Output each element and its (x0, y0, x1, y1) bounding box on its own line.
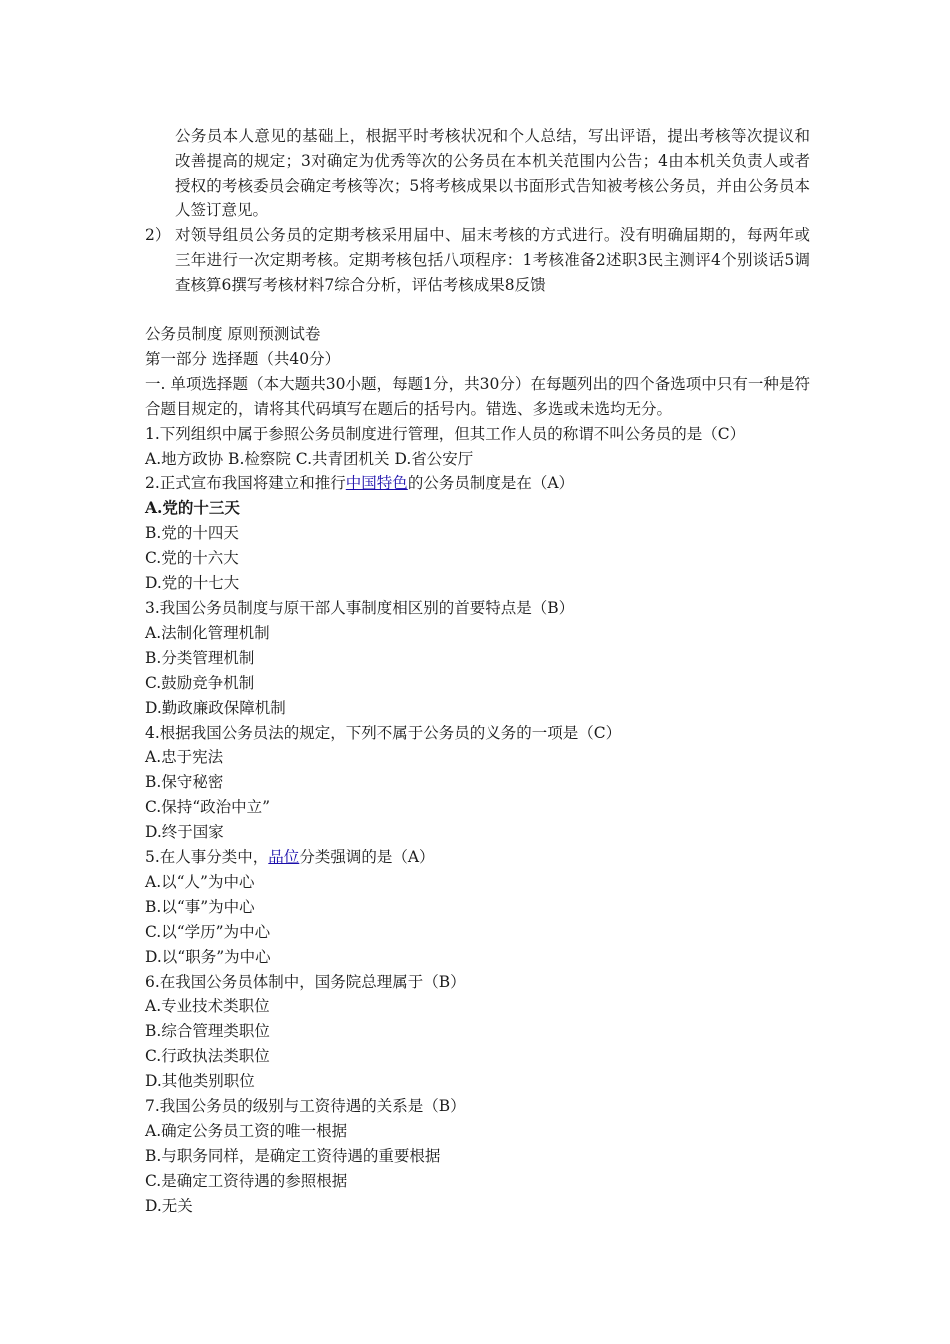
question-2-stem (145, 471, 810, 496)
question-3-option-d: D.勤政廉政保障机制 (145, 698, 286, 717)
question-4-option-b: B.保守秘密 (145, 773, 224, 792)
question-1-options: A.地方政协 B.检察院 C.共青团机关 D.省公安厅 (145, 449, 474, 468)
item-text: 对领导组员公务员的定期考核采用届中、届末考核的方式进行。没有明确届期的，每两年或三年进行一次定期考核。定期考核包括八项程序：1考核准备2述职3民主测评4个别谈话5调查核算6撰写考核材料7综合分析，评估考核成果8反馈 (175, 226, 810, 294)
stem-text: 2.正式宣布我国将建立和推行 (145, 474, 346, 493)
question-4-option-c: C.保持“政治中立” (145, 798, 271, 817)
question-3-option-b: B.分类管理机制 (145, 648, 255, 667)
question-3-stem: 3.我国公务员制度与原干部人事制度相区别的首要特点是（B） (145, 598, 575, 617)
question-7-option-d: D.无关 (145, 1196, 193, 1215)
stem-text: 的公务员制度是在（A） (407, 474, 575, 493)
question-2-option-b: B.党的十四天 (145, 524, 239, 543)
question-4-stem: 4.根据我国公务员法的规定，下列不属于公务员的义务的一项是（C） (145, 723, 622, 742)
question-3-option-a: A.法制化管理机制 (145, 623, 270, 642)
question-7-option-c: C.是确定工资待遇的参照根据 (145, 1171, 348, 1190)
question-7-option-a: A.确定公务员工资的唯一根据 (145, 1122, 348, 1140)
link-zhongguo-tese[interactable]: 中国特色 (345, 474, 408, 493)
link-pinwei[interactable]: 品位 (268, 848, 300, 867)
question-5-option-b: B.以“事”为中心 (145, 897, 255, 916)
question-4-option-a: A.忠于宪法 (145, 748, 224, 767)
item-number: 2） (145, 226, 171, 245)
question-6-option-b: B.综合管理类职位 (145, 1022, 270, 1041)
intro-section (145, 124, 810, 298)
question-6-option-d: D.其他类别职位 (145, 1072, 255, 1091)
question-3-option-c: C.鼓励竞争机制 (145, 673, 255, 692)
question-2-option-d: D.党的十七大 (145, 574, 240, 593)
question-5-option-c: C.以“学历”为中心 (145, 922, 271, 941)
question-5-option-a: A.以“人”为中心 (145, 872, 255, 891)
stem-text: 5.在人事分类中， (145, 848, 269, 867)
question-2-option-a: A.党的十三天 (145, 498, 240, 518)
question-6-option-c: C.行政执法类职位 (145, 1047, 270, 1066)
quiz-section (145, 322, 810, 1219)
quiz-part-heading: 第一部分 选择题（共40分） (145, 349, 341, 368)
intro-item-2 (145, 223, 810, 297)
question-2-option-c: C.党的十六大 (145, 549, 239, 568)
question-7-option-b: B.与职务同样，是确定工资待遇的重要根据 (145, 1146, 441, 1165)
question-1-stem: 1.下列组织中属于参照公务员制度进行管理，但其工作人员的称谓不叫公务员的是（C） (145, 424, 746, 443)
intro-paragraph: 公务员本人意见的基础上，根据平时考核状况和个人总结，写出评语，提出考核等次提议和改善提高的规定；3对确定为优秀等次的公务员在本机关范围内公告；4由本机关负责人或者授权的考核委员会确定考核等次；5将考核成果以书面形式告知被考核公务员，并由公务员本人签订意见。 (175, 127, 810, 220)
question-6-option-a: A.专业技术类职位 (145, 997, 270, 1016)
question-6-stem: 6.在我国公务员体制中，国务院总理属于（B） (145, 972, 466, 991)
question-5-stem (145, 845, 810, 870)
quiz-title: 公务员制度 原则预测试卷 (145, 325, 321, 343)
question-5-option-d: D.以“职务”为中心 (145, 947, 271, 966)
question-4-option-d: D.终于国家 (145, 823, 224, 842)
question-7-stem: 7.我国公务员的级别与工资待遇的关系是（B） (145, 1097, 466, 1116)
quiz-instructions: 一. 单项选择题（本大题共30小题，每题1分，共30分）在每题列出的四个备选项中只有一种是符合题目规定的，请将其代码填写在题后的括号内。错选、多选或未选均无分。 (145, 374, 810, 418)
stem-text: 分类强调的是（A） (299, 848, 435, 867)
